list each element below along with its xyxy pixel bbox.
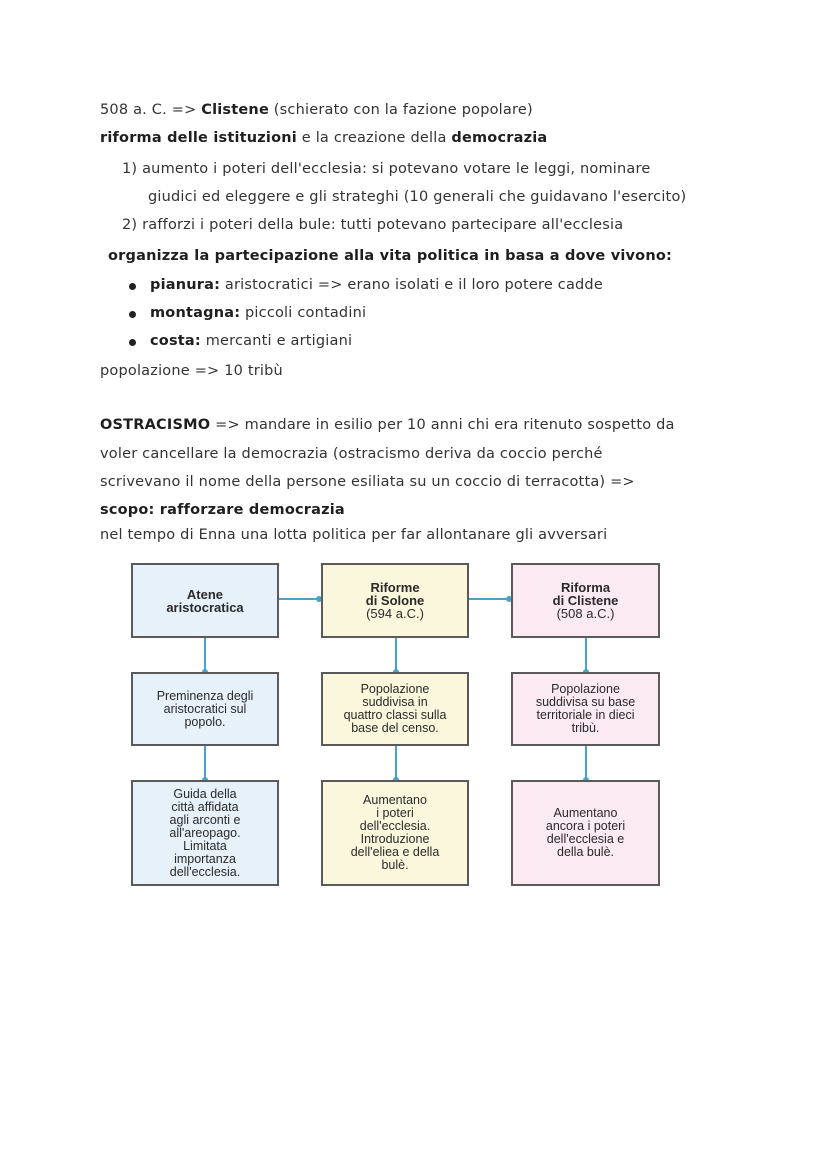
clistene-popolazione-text: Popolazione suddivisa su base territoriale in dieci tribù. — [535, 682, 636, 735]
democrazia-bold: democrazia — [451, 130, 548, 146]
solone-poteri-text: Aumentano i poteri dell'ecclesia. Introduzione dell'eliea e della bulè. — [350, 793, 440, 872]
pianura-label: pianura: — [150, 277, 221, 293]
costa-label: costa: — [150, 333, 201, 349]
header-clistene-title: Riforma di Clistene — [552, 580, 619, 608]
pianura-text: aristocratici => erano isolati e il loro potere cadde — [220, 277, 603, 293]
note-line-clistene — [100, 99, 533, 121]
connector-line — [585, 637, 587, 673]
clistene-poteri — [511, 780, 660, 886]
montagna-label: montagna: — [150, 305, 241, 321]
solone-popolazione-text: Popolazione suddivisa in quattro classi sulla base del censo. — [343, 682, 447, 735]
connector-line — [585, 745, 587, 781]
faction-text: (schierato con la fazione popolare) — [269, 102, 533, 118]
note-item-2: 2) rafforzi i poteri della bule: tutti potevano partecipare all'ecclesia — [122, 217, 624, 233]
date-text: 508 a. C. => — [100, 102, 202, 118]
riforma-mid: e la creazione della — [296, 130, 452, 146]
ostracismo-bold: OSTRACISMO — [100, 417, 211, 433]
header-clistene-wrap — [553, 581, 619, 620]
clistene-popolazione — [511, 672, 660, 746]
connector-line — [395, 637, 397, 673]
header-clistene — [511, 563, 660, 638]
note-item-1a: 1) aumento i poteri dell'ecclesia: si potevano votare le leggi, nominare — [122, 161, 651, 177]
header-solone — [321, 563, 469, 638]
atene-popolazione-text: Preminenza degli aristocratici sul popolo. — [156, 688, 254, 729]
note-line-riforma — [100, 127, 547, 149]
solone-popolazione — [321, 672, 469, 746]
note-bullet-costa — [150, 330, 352, 352]
note-organizza: organizza la partecipazione alla vita politica in basa a dove vivono: — [108, 248, 673, 264]
connector-line — [204, 745, 206, 781]
header-solone-date: (594 a.C.) — [366, 606, 424, 621]
atene-popolazione — [131, 672, 279, 746]
note-bullet-montagna — [150, 302, 366, 324]
connector-line — [395, 745, 397, 781]
bullet-dot — [129, 283, 136, 290]
clistene-name: Clistene — [201, 102, 269, 118]
riforma-bold: riforma delle istituzioni — [100, 130, 297, 146]
ostracismo-text: => mandare in esilio per 10 anni chi era ritenuto sospetto da — [210, 417, 675, 433]
note-item-1b: giudici ed eleggere e gli strateghi (10 generali che guidavano l'esercito) — [148, 189, 687, 205]
header-solone-wrap — [366, 581, 425, 620]
solone-poteri — [321, 780, 469, 886]
header-solone-title: Riforme di Solone — [365, 580, 425, 608]
atene-poteri — [131, 780, 279, 886]
connector-line — [204, 637, 206, 673]
bullet-dot — [129, 339, 136, 346]
note-tempo: nel tempo di Enna una lotta politica per far allontanare gli avversari — [100, 527, 608, 543]
note-ostracismo-a — [100, 414, 675, 436]
note-scopo: scopo: rafforzare democrazia — [100, 502, 345, 518]
atene-poteri-text: Guida della città affidata agli arconti e all'areopago. Limitata importanza dell'ecclesia. — [169, 786, 241, 879]
clistene-poteri-text: Aumentano ancora i poteri dell'ecclesia e della bulè. — [545, 806, 626, 859]
header-clistene-date: (508 a.C.) — [556, 606, 615, 621]
note-ostracismo-b: voler cancellare la democrazia (ostracismo deriva da coccio perché — [100, 446, 603, 462]
note-bullet-pianura — [150, 274, 603, 296]
header-atene — [131, 563, 279, 638]
note-ostracismo-c: scrivevano il nome della persone esiliata su un coccio di terracotta) => — [100, 474, 635, 490]
note-popolazione: popolazione => 10 tribù — [100, 363, 283, 379]
bullet-dot — [129, 311, 136, 318]
montagna-text: piccoli contadini — [240, 305, 367, 321]
header-atene-text: Atene aristocratica — [166, 586, 244, 615]
costa-text: mercanti e artigiani — [200, 333, 353, 349]
